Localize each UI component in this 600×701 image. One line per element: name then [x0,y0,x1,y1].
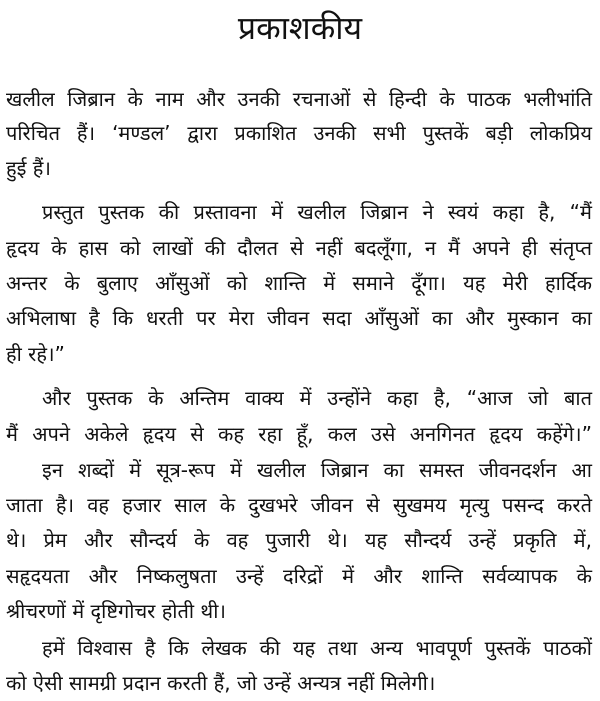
page-title: प्रकाशकीय [237,9,363,47]
paragraph-1-line-3: हुई हैं। [6,156,51,180]
paragraph-4-line-2: जाता है। वह हजार साल के दुखभरे जीवन से सुखमय मृत्यु पसन्द करते [6,493,592,517]
paragraph-2-line-1: प्रस्तुत पुस्तक की प्रस्तावना में खलील जिब्रान ने स्वयं कहा है, “मैं [42,200,592,224]
paragraph-2-line-4: अभिलाषा है कि धरती पर मेरा जीवन सदा आँसुओं का और मुस्कान का [6,306,592,330]
paragraph-2-line-3: अन्तर के बुलाए आँसुओं को शान्ति में समाने दूँगा। यह मेरी हार्दिक [6,271,592,295]
paragraph-1-line-1: खलील जिब्रान के नाम और उनकी रचनाओं से हिन्दी के पाठक भलीभांति [6,87,592,111]
paragraph-4-line-5: श्रीचरणों में दृष्टिगोचर होती थी। [6,599,226,623]
paragraph-5-line-2: को ऐसी सामग्री प्रदान करती हैं, जो उन्हें अन्यत्र नहीं मिलेगी। [6,671,436,695]
paragraph-4-line-3: थे। प्रेम और सौन्दर्य के वह पुजारी थे। यह सौन्दर्य उन्हें प्रकृति में, [6,528,592,552]
paragraph-2-line-5: ही रहे।” [6,342,65,366]
paragraph-4-line-4: सहृदयता और निष्कलुषता उन्हें दरिद्रों में और शान्ति सर्वव्यापक के [6,564,592,588]
paragraph-4-line-1: इन शब्दों में सूत्र-रूप में खलील जिब्रान का समस्त जीवनदर्शन आ [42,458,592,482]
paragraph-3-line-1: और पुस्तक के अन्तिम वाक्य में उन्होंने कहा है, “आज जो बात [42,386,592,410]
paragraph-5-line-1: हमें विश्वास है कि लेखक की यह तथा अन्य भावपूर्ण पुस्तकें पाठकों [42,636,592,660]
paragraph-3-line-2: मैं अपने अकेले हृदय से कह रहा हूँ, कल उसे अनगिनत हृदय कहेंगे।” [6,422,592,446]
paragraph-2-line-2: हृदय के हास को लाखों की दौलत से नहीं बदलूँगा, न मैं अपने ही संतृप्त [6,236,592,260]
paragraph-1-line-2: परिचित हैं। ‘मण्डल’ द्वारा प्रकाशित उनकी सभी पुस्तकें बड़ी लोकप्रिय [6,121,592,145]
